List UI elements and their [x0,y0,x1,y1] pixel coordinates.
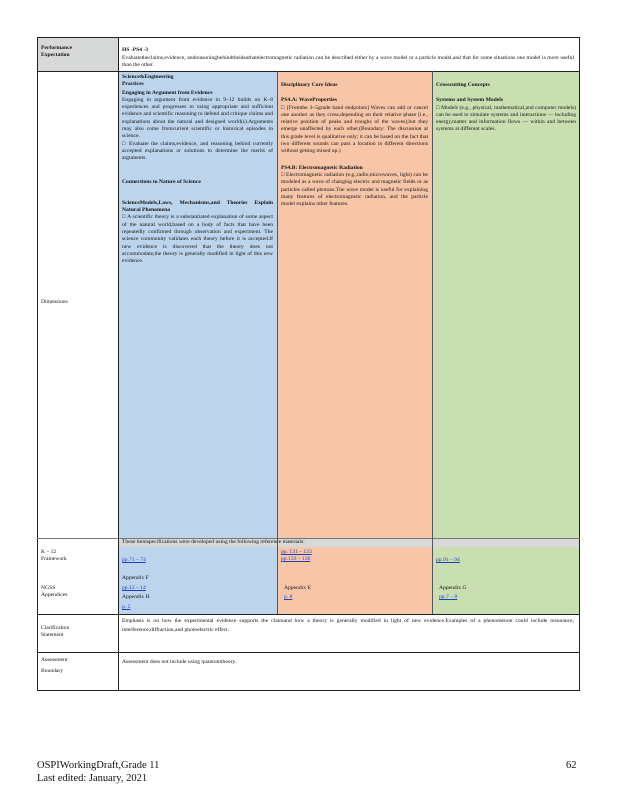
k12-sep-pages-link[interactable]: pp.71 – 74 [122,557,146,563]
sep-models-body: □ A scientific theory is a substantiated explanation of some aspect of the natural world,based on a body of facts that have been repeatedly confirmed through observation and experiment. The science community validates each theory before it is accepted.If new evidence is discovered that the theory does not accommodate,the theory is generally modified in light of this new evidence. [122,214,273,265]
ngss-dci-appendix: Appendix E [284,585,311,591]
ngss-sep-pages-f-link[interactable]: pp.13 – 14 [122,585,146,591]
footer-document-title: OSPIWorkingDraft,Grade 11 [37,760,160,771]
assessment-label: Assessment Boundary [41,657,68,674]
ngss-label: NGSS Appendices [41,585,68,599]
page-number: 62 [566,760,577,771]
clarification-label: Clarification Statement [41,625,70,639]
ngss-sep-appendix-f: Appendix F [122,575,149,581]
column-divider [118,37,119,691]
sep-subtitle: Engaging in Argument from Evidence [122,89,213,96]
clarification-text: Emphasis is on how the experimental evidence supports the claimand how a theory is generally modified in light of new evidence.Examples of a phenomenon could include resonance, interference,diffraction,and photoelectric effect. [122,618,574,633]
dci-ps4b-body: □ Electromagnetic radiation (e.g.,radio,microwaves, light) can be modeled as a wave of changing electric and magnetic fields or as particles called photons.The wave model is useful for explaining many features of electromagnetic radiation, and the particle model explains other features. [281,171,428,208]
k12-label: K – 12 Framework [41,549,67,563]
column-divider [277,71,278,614]
performance-expectation-label: Performance Expectation [41,45,73,59]
sep-title: Science&Engineering Practices [122,74,174,88]
ccc-title: Crosscutting Concepts [436,82,490,88]
dci-ps4a-title: PS4.A: WaveProperties [281,97,338,104]
performance-expectation-code: HS -PS4 -3 [122,47,149,54]
sep-connections-title: Connections to Nature of Science [122,178,201,185]
assessment-text: Assessment does not include using quantumtheory. [122,659,237,665]
dci-title: Disciplinary Core Ideas [281,82,338,88]
ngss-dci-pages-link[interactable]: p. 8 [284,594,293,600]
ngss-sep-appendix-h: Appendix H [122,594,150,600]
dci-content [281,82,428,208]
ccc-content [436,82,576,134]
performance-expectation-text [122,40,574,69]
ngss-sep-pages-h-link[interactable]: p. 5 [122,604,131,610]
column-divider [432,71,433,614]
performance-expectation-body: Evaluatetheclaims,evidence, andreasoningbehindtheideathatelectromagnetic radiation can be described either by a wave model or a particle model,and that for some situations one model is more useful than the other. [122,54,574,68]
dci-ps4a-body: □ [Fromthe 3–5grade band endpoints] Waves can add or cancel one another as they cross,depending on their relative phase (i.e., relative position of peaks and troughs of the waves),but they emerge unaffected by each other.(Boundary: The discussion at this grade level is qualitative only; it can be based on the fact that two different sounds can pass a location in different directions without getting mixed up.) [281,104,428,155]
dci-ps4b-title: PS4.B: Electromagnetic Radiation [281,164,363,171]
ccc-body: □ Models (e.g., physical, mathematical,and computer models) can be used to simulate systems and interactions — including energy,matter and information flows — within and between systems at different scales. [436,104,576,133]
ccc-subtitle: Systems and System Models [436,97,503,104]
sep-body: Engaging in argument from evidence in 9–12 builds on K–8 experiences and progresses to using appropriate and sufficient evidence and scientific reasoning to defend and critique claims and explanations about the natural and designed world(s).Arguments may also come fromcurrent scientific or historical episodes in science. □ Evaluate the claims,evidence, and reasoning behind currently accepted explanations or solutions to determine the merits of arguments. [122,96,273,162]
k12-dci-pages-link[interactable]: pp. 131 – 133 pp.133 – 136 [281,549,312,563]
sep-content [122,74,273,266]
k12-ccc-pages-link[interactable]: pp.91 – 94 [436,557,460,563]
sep-models-title: ScienceModels,Laws, Mechanisms,and Theories Explain Natural Phenomena [122,199,273,214]
dimensions-label: Dimensions [41,299,68,305]
specs-note: These itemspecifications were developed using the following reference materials: [122,539,305,545]
ngss-ccc-pages-link[interactable]: pp.7 – 8 [439,594,458,600]
ngss-ccc-appendix: Appendix G [439,585,467,591]
footer-last-edited: Last edited: January, 2021 [37,773,148,784]
